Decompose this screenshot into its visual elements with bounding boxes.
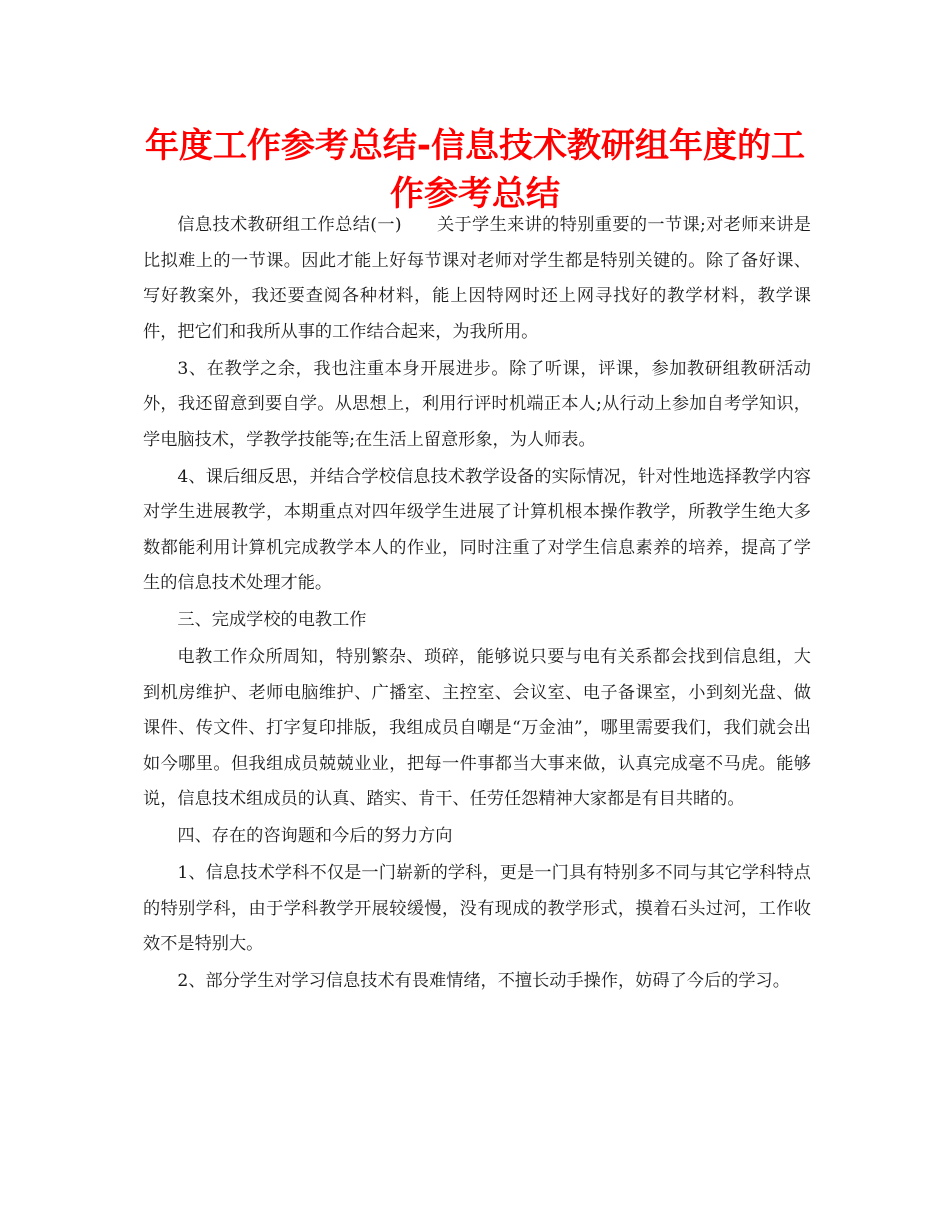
paragraph-issue-1: 1、信息技术学科不仅是一门崭新的学科，更是一门具有特别多不同与其它学科特点的特别学科，由于学科教学开展较缓慢，没有现成的教学形式，摸着石头过河，工作收效不是特别大。 bbox=[143, 863, 811, 954]
document-body bbox=[143, 208, 811, 1001]
paragraph-reflection: 4、课后细反思，并结合学校信息技术教学设备的实际情况，针对性地选择教学内容对学生进展教学，本期重点对四年级学生进展了计算机根本操作教学，所教学生绝大多数都能利用计算机完成教学本人的作业，同时注重了对学生信息素养的培养，提高了学生的信息技术处理才能。 bbox=[143, 466, 811, 593]
paragraph-av-work: 电教工作众所周知，特别繁杂、琐碎，能够说只要与电有关系都会找到信息组，大到机房维护、老师电脑维护、广播室、主控室、会议室、电子备课室，小到刻光盘、做课件、传文件、打字复印排版，我组成员自嘲是“万金油”，哪里需要我们，我们就会出如今哪里。但我组成员兢兢业业，把每一件事都当大事来做，认真完成毫不马虎。能够说，信息技术组成员的认真、踏实、肯干、任劳任怨精神大家都是有目共睹的。 bbox=[143, 647, 811, 809]
paragraph-self-development: 3、在教学之余，我也注重本身开展进步。除了听课，评课，参加教研组教研活动外，我还留意到要自学。从思想上，利用行评时机端正本人;从行动上参加自考学知识，学电脑技术，学教学技能等;在生活上留意形象，为人师表。 bbox=[143, 358, 811, 450]
section-heading-issues: 四、存在的咨询题和今后的努力方向 bbox=[177, 826, 453, 846]
section-heading-av-work: 三、完成学校的电教工作 bbox=[177, 610, 367, 630]
paragraph-intro: 信息技术教研组工作总结(一) 关于学生来讲的特别重要的一节课;对老师来讲是比拟难上的一节课。因此才能上好每节课对老师对学生都是特别关键的。除了备好课、写好教案外，我还要查阅各种材料，能上因特网时还上网寻找好的教学材料，教学课件，把它们和我所从事的工作结合起来，为我所用。 bbox=[143, 215, 811, 342]
paragraph-issue-2: 2、部分学生对学习信息技术有畏难情绪，不擅长动手操作，妨碍了今后的学习。 bbox=[177, 971, 790, 991]
document-title: 年度工作参考总结-信息技术教研组年度的工作参考总结 bbox=[144, 126, 806, 214]
